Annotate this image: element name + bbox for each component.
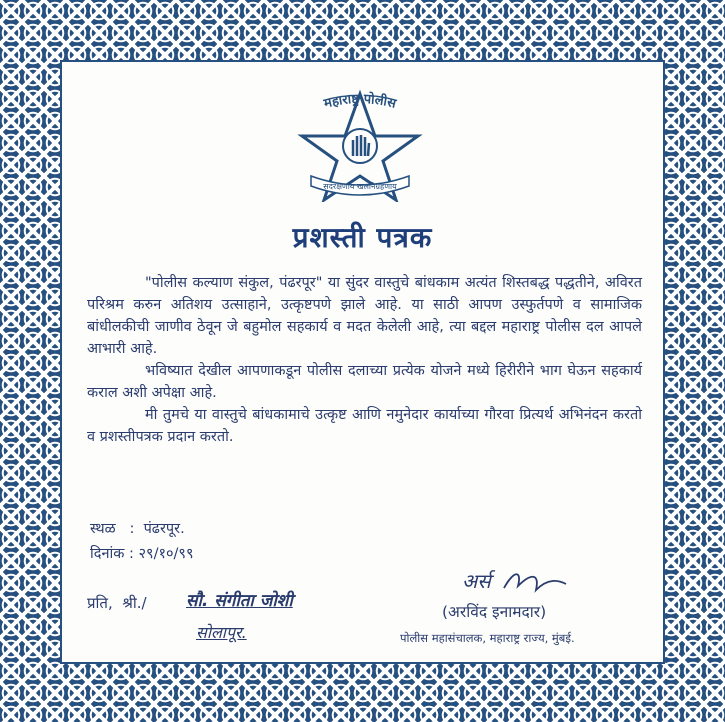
emblem-ribbon-text: सदरक्षणाय खलनिग्रहणाय [323, 182, 397, 191]
certificate-title: प्रशस्ती पत्रक [292, 221, 433, 254]
signature-flourish [500, 566, 570, 596]
recipient-city: सोलापूर. [196, 623, 247, 642]
date-line: दिनांक : २९/१०/९९ [90, 546, 194, 562]
place-line: स्थळ : पंढरपूर. [90, 521, 185, 537]
certificate-body [87, 272, 642, 448]
recipient-name: सौ. संगीता जोशी [186, 591, 293, 611]
signer-name: (अरविंद इनामदार) [442, 603, 547, 621]
police-emblem [285, 86, 435, 202]
body-paragraph: भविष्यात देखील आपणाकडून पोलीस दलाच्या प्रत्येक योजने मध्ये हिरीरीने भाग घेऊन सहकार्य कराल अशी अपेक्षा आहे. [87, 363, 642, 401]
signature: अर्स [462, 569, 491, 593]
emblem-top-text: महाराष्ट्र पोलीस [322, 91, 398, 112]
body-paragraph: "पोलीस कल्याण संकुल, पंढरपूर" या सुंदर वास्तुचे बांधकाम अत्यंत शिस्तबद्ध पद्धतीने, अविरत परिश्रम करुन अतिशय उत्साहाने, उत्कृष्टपणे झाले आहे. या साठी आपण उस्फुर्तपणे व सामाजिक बांधीलकीची जाणीव ठेवून जे बहुमोल सहकार्य व मदत केलेली आहे, त्या बद्दल महाराष्ट्र पोलीस दल आपले आभारी आहे. [87, 275, 642, 357]
signer-title: पोलीस महासंचालक, महाराष्ट्र राज्य, मुंबई. [400, 631, 575, 645]
body-paragraph: मी तुमचे या वास्तुचे बांधकामाचे उत्कृष्ट आणि नमुनेदार कार्याच्या गौरवा प्रित्यर्थ अभिनंदन करतो व प्रशस्तीपत्रक प्रदान करतो. [87, 407, 642, 445]
recipient-prefix: प्रति, श्री./ [87, 594, 147, 612]
raised-hand-icon [353, 135, 369, 156]
